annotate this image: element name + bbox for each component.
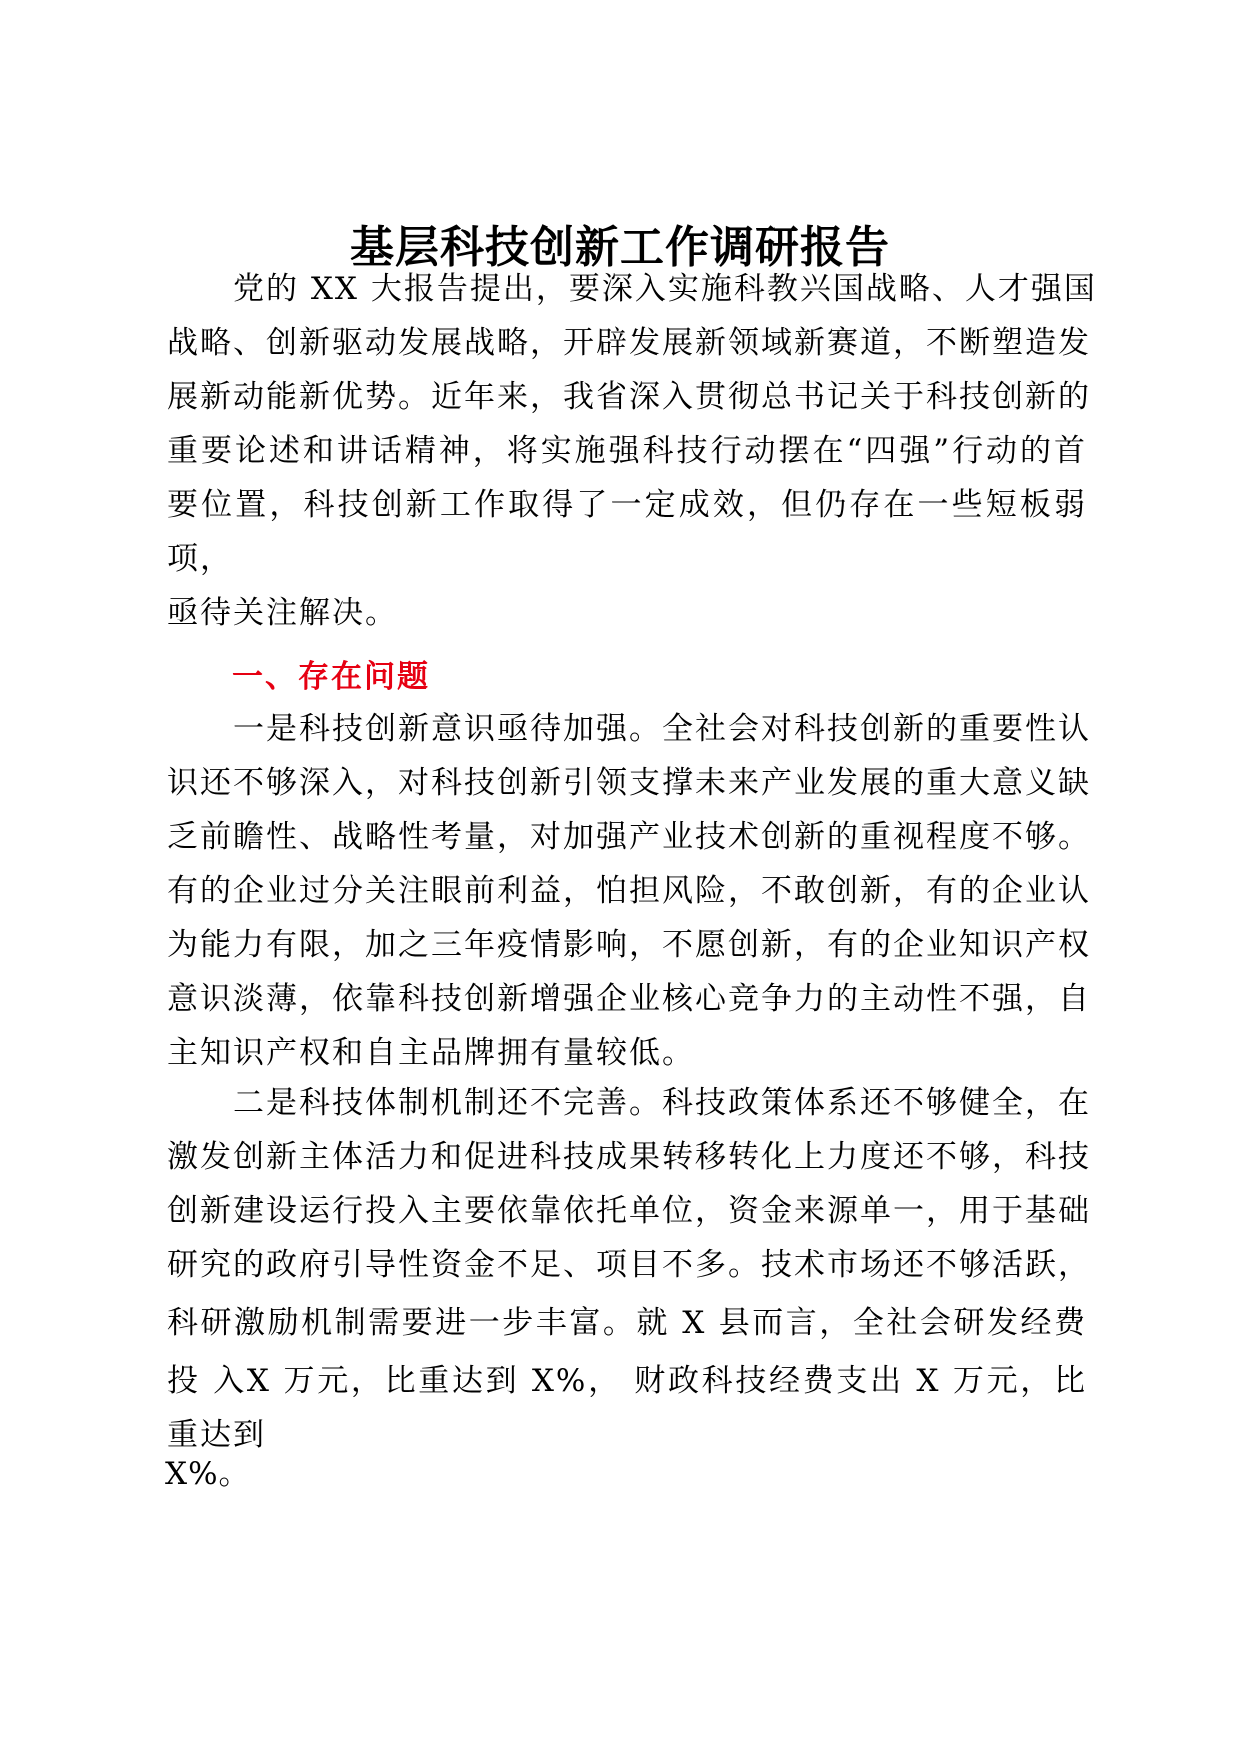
paragraph-line: 科研激励机制需要进一步丰富。就 X 县而言，全社会研发经费 [167,1305,1087,1341]
paragraph-line: 乏前瞻性、战略性考量，对加强产业技术创新的重视程度不够。 [167,819,1091,855]
section-heading: 一、存在问题 [232,659,430,695]
problem-paragraph-2 [167,1076,1091,1462]
paragraph-line: 二是科技体制机制还不完善。科技政策体系还不够健全，在 [233,1085,1091,1121]
intro-line: 项， [167,541,233,577]
intro-line: 亟待关注解决。 [167,595,398,631]
paragraph-tail: X%。 [165,1456,251,1492]
intro-line: 要位置，科技创新工作取得了一定成效，但仍存在一些短板弱 [167,487,1087,523]
problem-paragraph-1 [167,702,1091,1080]
paragraph-line: 有的企业过分关注眼前利益，怕担风险，不敢创新，有的企业认 [167,873,1091,909]
paragraph-line: 创新建设运行投入主要依靠依托单位，资金来源单一，用于基础 [167,1193,1091,1229]
paragraph-line: 重达到 [167,1417,266,1453]
paragraph-line: 为能力有限，加之三年疫情影响，不愿创新，有的企业知识产权 [167,927,1091,963]
paragraph-line: 一是科技创新意识亟待加强。全社会对科技创新的重要性认 [233,711,1091,747]
intro-line: 战略、创新驱动发展战略，开辟发展新领域新赛道，不断塑造发 [167,325,1091,361]
intro-line: 展新动能新优势。近年来，我省深入贯彻总书记关于科技创新的 [167,379,1091,415]
intro-line: 重要论述和讲话精神，将实施强科技行动摆在“四强”行动的首 [167,433,1087,469]
intro-line: 党的 XX 大报告提出，要深入实施科教兴国战略、人才强国 [233,271,1097,307]
paragraph-line: 投 入X 万元，比重达到 X%， 财政科技经费支出 X 万元，比 [167,1363,1087,1399]
paragraph-line: 激发创新主体活力和促进科技成果转移转化上力度还不够，科技 [167,1139,1091,1175]
paragraph-line: 意识淡薄，依靠科技创新增强企业核心竞争力的主动性不强，自 [167,981,1091,1017]
paragraph-line: 研究的政府引导性资金不足、项目不多。技术市场还不够活跃， [167,1247,1091,1283]
paragraph-line: 主知识产权和自主品牌拥有量较低。 [167,1035,695,1071]
paragraph-line: 识还不够深入，对科技创新引领支撑未来产业发展的重大意义缺 [167,765,1091,801]
intro-paragraph [167,262,1097,640]
page-title: 基层科技创新工作调研报告 [350,222,890,273]
